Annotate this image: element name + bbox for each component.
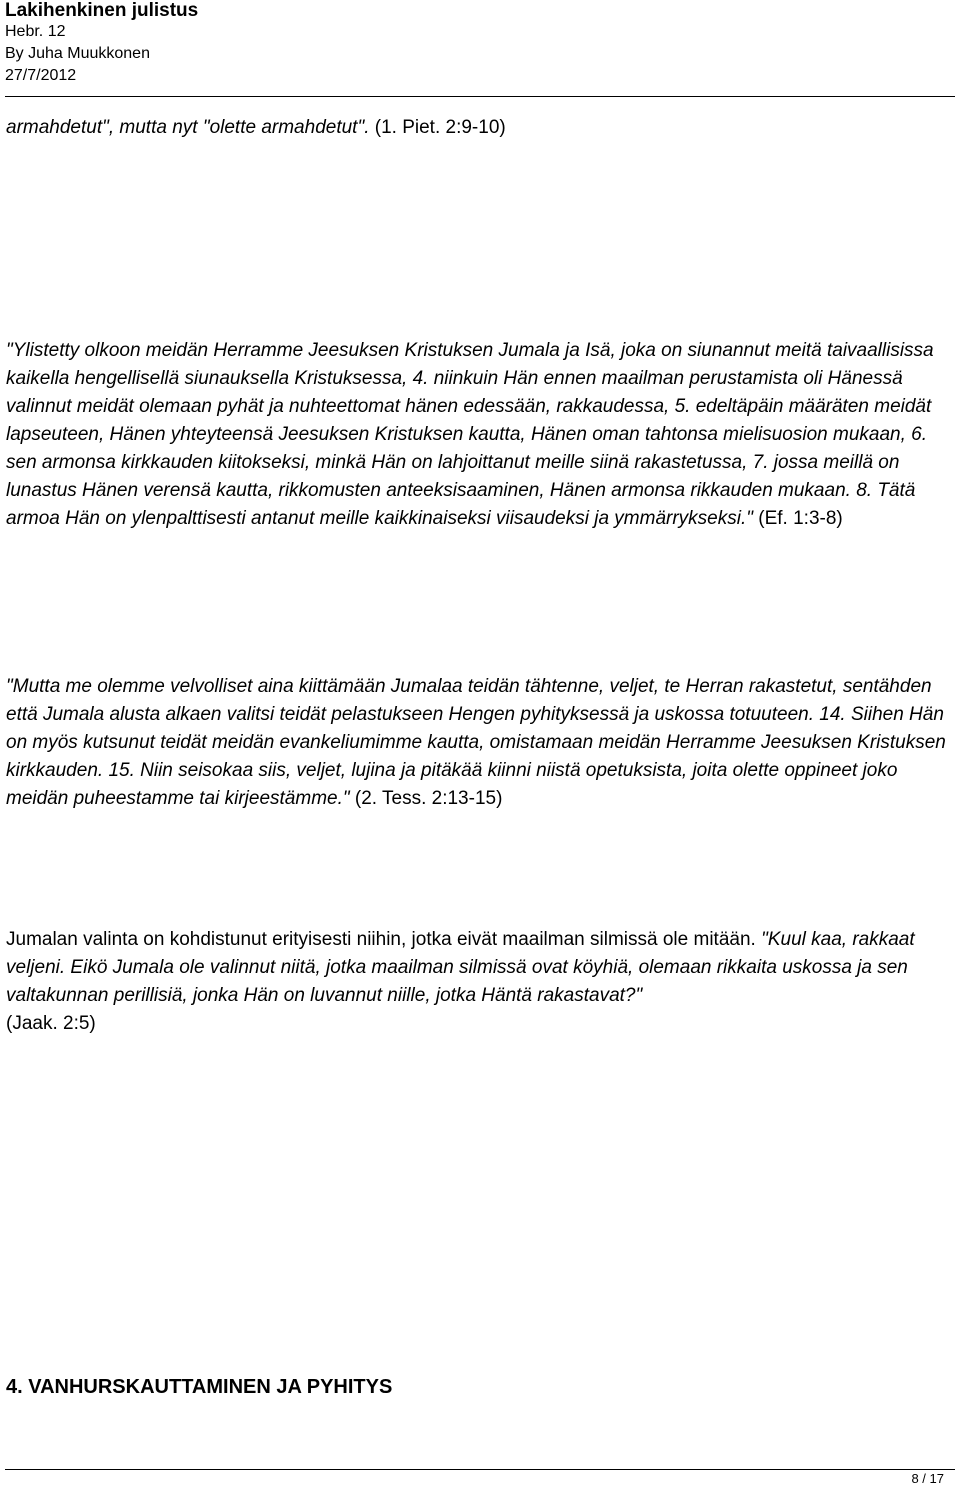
document-subtitle: Hebr. 12 [5,23,66,40]
paragraph-4-reference: (Jaak. 2:5) [6,1013,96,1034]
document-header [5,0,955,87]
paragraph-1-reference: (1. Piet. 2:9-10) [369,117,506,138]
paragraph-1 [6,114,952,142]
paragraph-2 [6,337,952,533]
paragraph-3 [6,673,952,813]
paragraph-1-quote: armahdetut", mutta nyt "olette armahdetut". [6,117,370,138]
document-date: 27/7/2012 [5,67,77,84]
paragraph-4-text: Jumalan valinta on kohdistunut erityisesti niihin, jotka eivät maailman silmissä ole mitään. [6,929,762,950]
paragraph-3-quote: "Mutta me olemme velvolliset aina kiittämään Jumalaa teidän tähtenne, veljet, te Herran rakastetut, sentähden että Jumala alusta alkaen valitsi teidät pelastukseen Hengen pyhityksessä ja uskossa totuuteen. 14. Siihen Hän on myös kutsunut teidät meidän evankeliumimme kautta, omistamaan meidän Herramme Jeesuksen Kristuksen kirkkauden. 15. Niin seisokaa siis, veljet, lujina ja pitäkää kiinni niistä opetuksista, joita olette oppineet joko meidän puheestamme tai kirjeestämme." [6,676,946,809]
document-title: Lakihenkinen julistus [5,0,199,21]
page-number: 8 / 17 [911,1471,944,1486]
header-divider [5,96,955,97]
paragraph-4 [6,926,952,1038]
footer-divider [5,1469,955,1470]
section-heading: 4. VANHURSKAUTTAMINEN JA PYHITYS [6,1376,393,1398]
paragraph-2-reference: (Ef. 1:3-8) [752,508,843,529]
document-author: By Juha Muukkonen [5,45,150,62]
paragraph-2-quote: "Ylistetty olkoon meidän Herramme Jeesuksen Kristuksen Jumala ja Isä, joka on siunannut meitä taivaallisissa kaikella hengellisellä siunauksella Kristuksessa, 4. niinkuin Hän ennen maailman perustamista oli Hänessä valinnut meidät olemaan pyhät ja nuhteettomat hänen edessään, rakkaudessa, 5. edeltäpäin määräten meidät lapseuteen, Hänen yhteyteensä Jeesuksen Kristuksen kautta, Hänen oman tahtonsa mielisuosion mukaan, 6. sen armonsa kirkkauden kiitokseksi, minkä Hän on lahjoittanut meille siinä rakastetussa, 7. jossa meillä on lunastus Hänen verensä kautta, rikkomusten anteeksisaaminen, Hänen armonsa rikkauden mukaan. 8. Tätä armoa Hän on ylenpalttisesti antanut meille kaikkinaiseksi viisaudeksi ja ymmärrykseksi." [6,340,934,529]
paragraph-4-quote: "Kuul kaa, rakkaat veljeni. Eikö Jumala ole valinnut niitä, jotka maailman silmissä ovat köyhiä, olemaan rikkaita uskossa ja sen valtakunnan perillisiä, jonka Hän on luvannut niille, jotka Häntä rakastavat?" [6,929,915,1006]
paragraph-3-reference: (2. Tess. 2:13-15) [349,788,503,809]
